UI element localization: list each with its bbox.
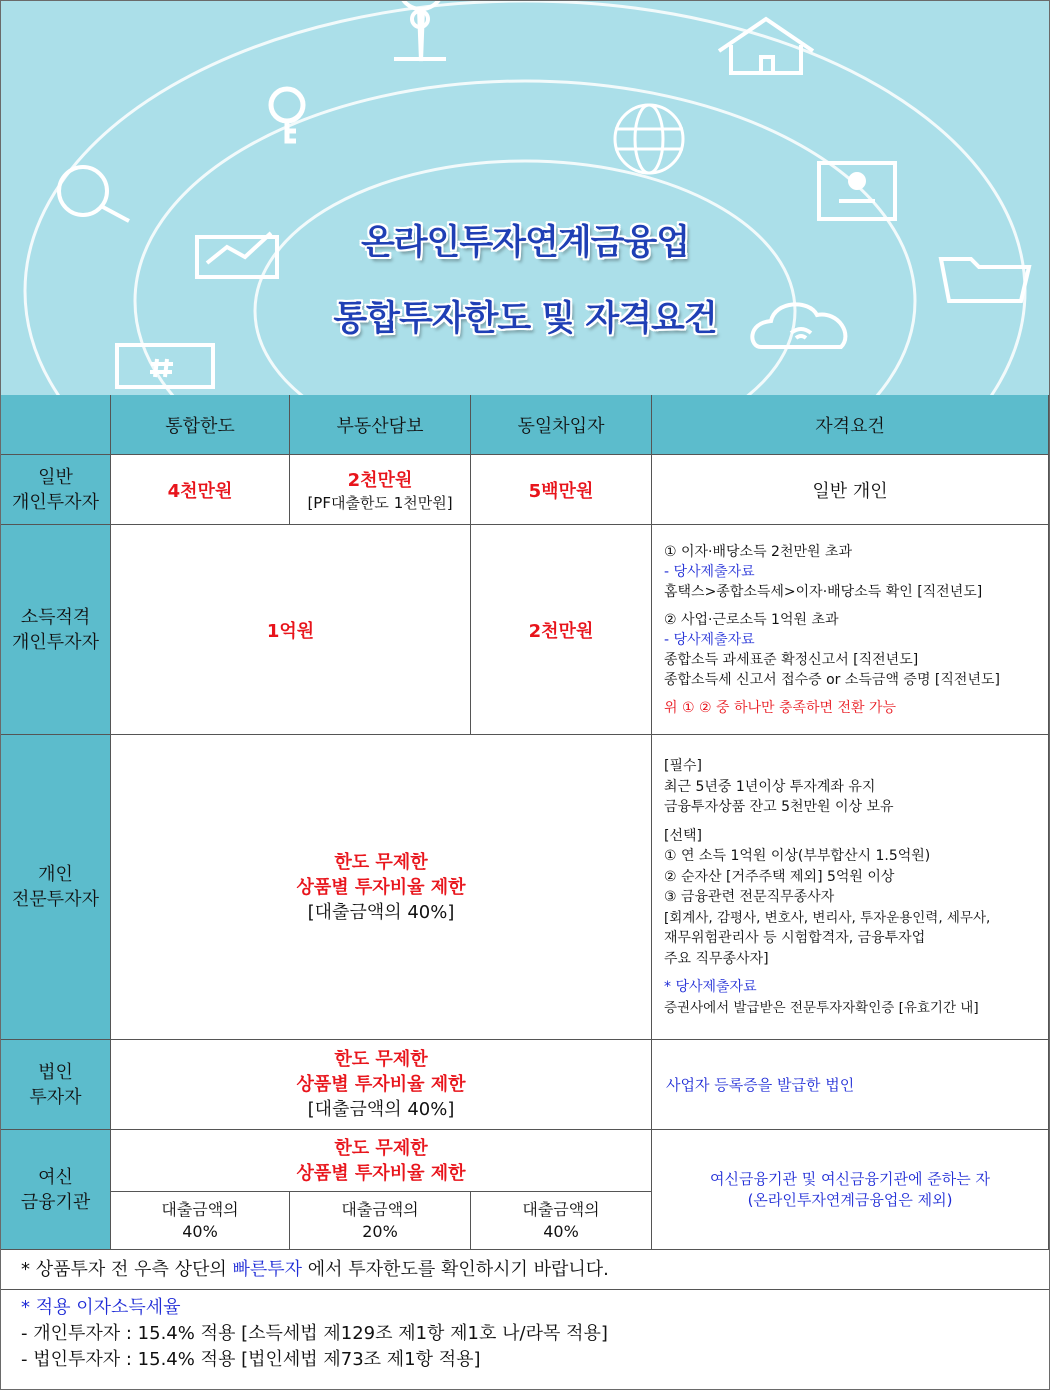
tax-rate-note: * 적용 이자소득세율 - 개인투자자 : 15.4% 적용 [소득세법 제129조 제1항 제1호 나/라목 적용] - 법인투자자 : 15.4% 적용 [법인세법 제73조 제1항 적용] (21, 1297, 608, 1370)
financial-sub-borrower: 대출금액의 40% (471, 1192, 652, 1250)
row-label-financial: 여신 금융기관 (1, 1130, 111, 1250)
header-same-borrower: 동일차입자 (471, 395, 652, 455)
income-qualification: ① 이자·배당소득 2천만원 초과 - 당사제출자료 홈택스>종합소득세>이자·배당소득 확인 [직전년도] ② 사업·근로소득 1억원 초과 - 당사제출자료 종합소득 과세표준 확정신고서 [직전년도] 종합소득세 신고서 접수증 or 소득금액 증명 [직전년도] 위 ① ② 중 하나만 충족하면 전환 가능 (652, 525, 1049, 735)
magnifier-icon (59, 167, 129, 221)
row-label-general: 일반 개인투자자 (1, 455, 111, 525)
row-label-income: 소득적격 개인투자자 (1, 525, 111, 735)
table-corner (1, 395, 111, 455)
quick-invest-note: * 상품투자 전 우측 상단의 빠른투자 에서 투자한도를 확인하시기 바랍니다. (1, 1250, 1049, 1290)
professional-qualification: [필수] 최근 5년중 1년이상 투자계좌 유지 금융투자상품 잔고 5천만원 이상 보유 [선택] ① 연 소득 1억원 이상(부부합산시 1.5억원) ② 순자산 [거주주택 제외] 5억원 이상 ③ 금융관련 전문직무종사자 [회계사, 감평사, 변호사, 변리사, 투자운용인력, 세무사, 재무위험관리사 등 시험합격자, 금융투자업 주요 직무종사자] * 당사제출자료 증권사에서 발급받은 전문투자자확인증 [유효기간 내] (652, 735, 1049, 1040)
general-total-limit: 4천만원 (111, 455, 290, 525)
financial-limit: 한도 무제한 상품별 투자비율 제한 (111, 1130, 652, 1192)
header-qualification: 자격요건 (652, 395, 1049, 455)
financial-sub-total: 대출금액의 40% (111, 1192, 290, 1250)
financial-qualification: 여신금융기관 및 여신금융기관에 준하는 자 (온라인투자연계금융업은 제외) (652, 1130, 1049, 1250)
row-label-corporate: 법인 투자자 (1, 1040, 111, 1130)
general-qualification: 일반 개인 (652, 455, 1049, 525)
corporate-limit: 한도 무제한 상품별 투자비율 제한 [대출금액의 40%] (111, 1040, 652, 1130)
corporate-qualification: 사업자 등록증을 발급한 법인 (652, 1040, 1049, 1130)
professional-limit: 한도 무제한 상품별 투자비율 제한 [대출금액의 40%] (111, 735, 652, 1040)
hero-title-line2: 통합투자한도 및 자격요건 (333, 299, 717, 339)
row-label-professional: 개인 전문투자자 (1, 735, 111, 1040)
hero-banner (1, 1, 1049, 395)
income-total-limit: 1억원 (111, 525, 471, 735)
general-same-borrower: 5백만원 (471, 455, 652, 525)
general-real-estate: 2천만원 [PF대출한도 1천만원] (290, 455, 471, 525)
resume-icon (819, 163, 895, 219)
globe-icon (615, 105, 683, 173)
hero-title-line1: 온라인투자연계금융업 (360, 223, 690, 263)
financial-sub-real-estate: 대출금액의 20% (290, 1192, 471, 1250)
header-total-limit: 통합한도 (111, 395, 290, 455)
income-same-borrower: 2천만원 (471, 525, 652, 735)
header-real-estate: 부동산담보 (290, 395, 471, 455)
browser-hash-icon (117, 345, 213, 387)
quick-invest-link[interactable]: 빠른투자 (232, 1259, 303, 1280)
